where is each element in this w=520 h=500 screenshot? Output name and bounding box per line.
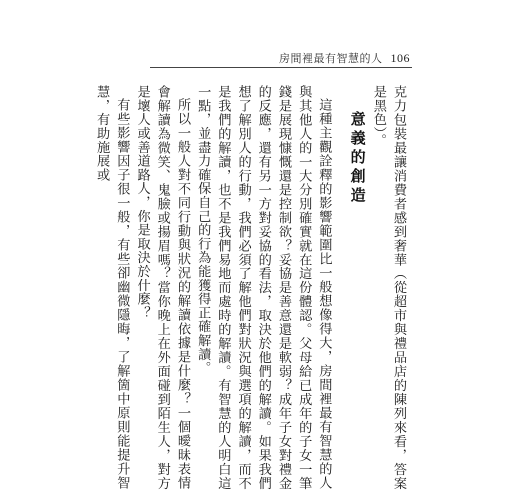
header-rule [150, 67, 412, 68]
body-text [91, 85, 408, 490]
running-title: 房間裡最有智慧的人 [279, 52, 383, 65]
paragraph: 所以一般人對不同行動與狀況的解讀依據是什麼？一個曖昧表情會解讀為微笑、鬼臉或揚眉嗎？當你晚上在外面碰到陌生人，對方是壞人或善道路人，你是取決於什麼？ [134, 85, 190, 490]
page-number: 106 [390, 51, 410, 65]
section-heading: 意義的創造 [348, 111, 367, 206]
running-header [279, 50, 410, 66]
paragraph: 這種主觀詮釋的影響範圍比一般想像得大，房間裡最有智慧的人與其他人的一大分別確實就在這份體認。父母給已成年的子女一筆錢是展現慷慨還是控制欲？妥協是善意還是軟弱？成年子女對禮金的反應，還有另一方對妥協的看法，取決於他們的解讀。如果我們想了解別人的行動，我們必須了解他們對狀況與選項的解讀，而不是我們的解讀，也不是我們易地而處時的解讀。有智慧的人明白這一點，並盡力確保自己的行為能獲得正確解讀。 [195, 85, 332, 490]
paragraph: 有些影響因子很一般，有些卻幽微隱晦，了解箇中原則能提升智慧，有助施展或 [94, 85, 130, 490]
continued-paragraph: 克力包裝最讓消費者感到奢華（從超市與禮品店的陳列來看，答案是黑色）。 [370, 85, 406, 490]
